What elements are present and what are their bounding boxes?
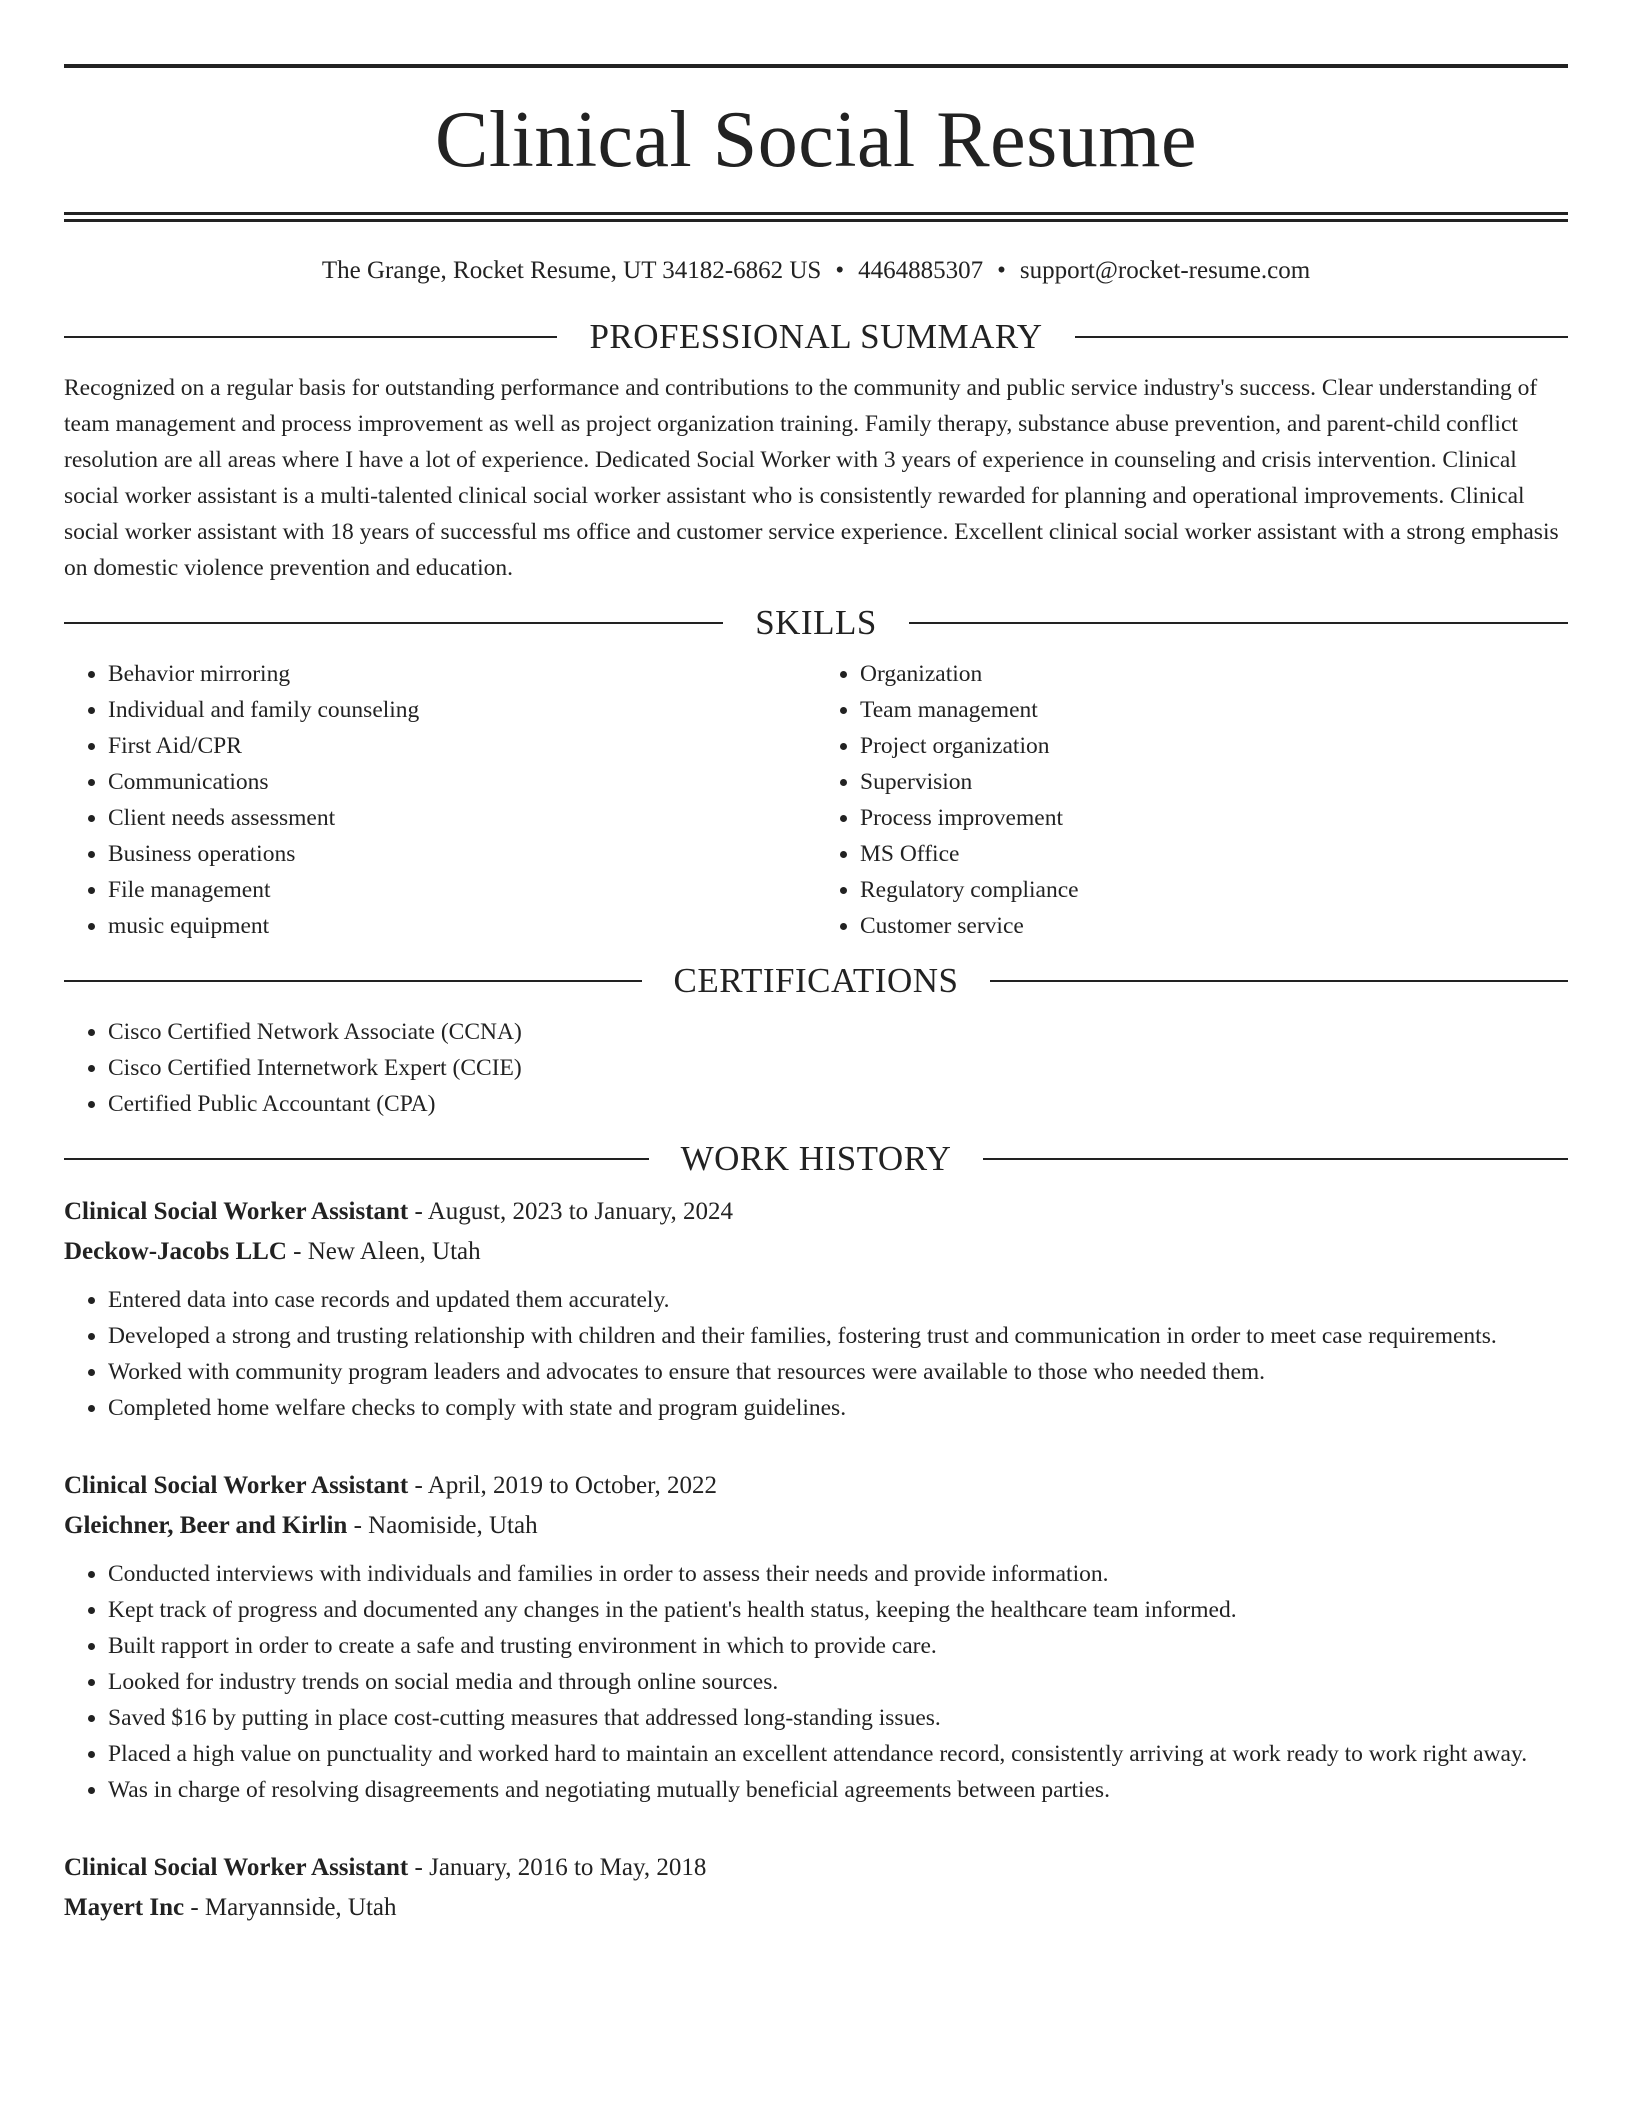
skill-item: • Individual and family counseling (108, 692, 816, 728)
job-duty: • Completed home welfare checks to comply with state and program guidelines. (108, 1390, 1568, 1426)
skill-item: • Regulatory compliance (860, 872, 1568, 908)
section-title: WORK HISTORY (680, 1139, 952, 1178)
job-dates: - April, 2019 to October, 2022 (414, 1472, 717, 1499)
job-duties-list (64, 1282, 1568, 1426)
job-title-line (64, 1466, 1568, 1506)
divider (64, 1158, 649, 1160)
divider (983, 1158, 1568, 1160)
skills-columns (64, 656, 1568, 944)
certification-item: • Certified Public Accountant (CPA) (108, 1086, 1568, 1122)
job-duty: • Was in charge of resolving disagreements and negotiating mutually beneficial agreements between parties. (108, 1772, 1568, 1808)
job-location: - Maryannside, Utah (190, 1894, 397, 1921)
title-double-rule (64, 212, 1568, 222)
job-title-line (64, 1192, 1568, 1232)
certification-item: • Cisco Certified Internetwork Expert (CCIE) (108, 1050, 1568, 1086)
section-heading-summary (64, 316, 1568, 358)
job-duty: • Looked for industry trends on social media and through online sources. (108, 1664, 1568, 1700)
contact-address: The Grange, Rocket Resume, UT 34182-6862 US (321, 257, 822, 284)
job-duties-list (64, 1556, 1568, 1808)
divider (1075, 336, 1568, 338)
job-location: - Naomiside, Utah (353, 1512, 538, 1539)
resume-title: Clinical Social Resume (435, 96, 1197, 184)
summary-text: Recognized on a regular basis for outstanding performance and contributions to the community and public service industry's success. Clear understanding of team management and process improvement as well as project organization training. Family therapy, substance abuse prevention, and parent-child conflict resolution are all areas where I have a lot of experience. Dedicated Social Worker with 3 years of experience in counseling and crisis intervention. Clinical social worker assistant is a multi-talented clinical social worker assistant who is consistently rewarded for planning and operational improvements. Clinical social worker assistant with 18 years of successful ms office and customer service experience. Excellent clinical social worker assistant with a strong emphasis on domestic violence prevention and education. (64, 375, 1559, 581)
job-dates: - January, 2016 to May, 2018 (414, 1854, 707, 1881)
job-company-line (64, 1888, 1568, 1928)
job-title: Clinical Social Worker Assistant (64, 1472, 409, 1499)
skills-list-left (64, 656, 816, 944)
divider (990, 980, 1568, 982)
job-entry (64, 1848, 1568, 1928)
job-company-line (64, 1232, 1568, 1272)
section-heading-skills (64, 602, 1568, 644)
contact-separator: • (835, 257, 845, 284)
divider (909, 622, 1568, 624)
job-duty: • Entered data into case records and updated them accurately. (108, 1282, 1568, 1318)
skill-item: • Behavior mirroring (108, 656, 816, 692)
skills-list-right (816, 656, 1568, 944)
job-company: Deckow-Jacobs LLC (64, 1238, 287, 1265)
contact-line (64, 256, 1568, 286)
section-heading-certifications (64, 960, 1568, 1002)
job-company-line (64, 1506, 1568, 1546)
contact-email: support@rocket-resume.com (1019, 257, 1311, 284)
skill-item: • Project organization (860, 728, 1568, 764)
job-dates: - August, 2023 to January, 2024 (414, 1198, 734, 1225)
section-title: SKILLS (755, 603, 877, 642)
job-duty: • Placed a high value on punctuality and worked hard to maintain an excellent attendance record, consistently arriving at work ready to work right away. (108, 1736, 1568, 1772)
skill-item: • MS Office (860, 836, 1568, 872)
job-title-line (64, 1848, 1568, 1888)
skill-item: • Supervision (860, 764, 1568, 800)
skill-item: • music equipment (108, 908, 816, 944)
job-duty: • Built rapport in order to create a safe and trusting environment in which to provide care. (108, 1628, 1568, 1664)
job-company: Mayert Inc (64, 1894, 185, 1921)
section-title: PROFESSIONAL SUMMARY (589, 317, 1043, 356)
skill-item: • Communications (108, 764, 816, 800)
job-duty: • Saved $16 by putting in place cost-cutting measures that addressed long-standing issues. (108, 1700, 1568, 1736)
resume-page (64, 64, 1568, 1968)
job-duty: • Conducted interviews with individuals and families in order to assess their needs and provide information. (108, 1556, 1568, 1592)
contact-phone: 4464885307 (858, 257, 984, 284)
top-rule (64, 64, 1568, 68)
job-entry (64, 1192, 1568, 1426)
job-location: - New Aleen, Utah (293, 1238, 481, 1265)
divider (64, 980, 642, 982)
job-duty: • Kept track of progress and documented any changes in the patient's health status, keeping the healthcare team informed. (108, 1592, 1568, 1628)
skill-item: • Process improvement (860, 800, 1568, 836)
contact-separator: • (997, 257, 1006, 284)
job-entry (64, 1466, 1568, 1808)
skill-item: • Team management (860, 692, 1568, 728)
skill-item: • Business operations (108, 836, 816, 872)
skill-item: • Client needs assessment (108, 800, 816, 836)
certifications-list (64, 1014, 1568, 1122)
job-title: Clinical Social Worker Assistant (64, 1854, 409, 1881)
skill-item: • File management (108, 872, 816, 908)
job-company: Gleichner, Beer and Kirlin (64, 1512, 348, 1539)
section-title: CERTIFICATIONS (673, 961, 959, 1000)
section-heading-work-history (64, 1138, 1568, 1180)
divider (64, 336, 557, 338)
job-duty: • Developed a strong and trusting relationship with children and their families, fostering trust and communication in order to meet case requirements. (108, 1318, 1568, 1354)
skill-item: • Customer service (860, 908, 1568, 944)
skill-item: • Organization (860, 656, 1568, 692)
skill-item: • First Aid/CPR (108, 728, 816, 764)
certification-item: • Cisco Certified Network Associate (CCNA) (108, 1014, 1568, 1050)
job-duty: • Worked with community program leaders and advocates to ensure that resources were available to those who needed them. (108, 1354, 1568, 1390)
divider (64, 622, 723, 624)
job-title: Clinical Social Worker Assistant (64, 1198, 409, 1225)
